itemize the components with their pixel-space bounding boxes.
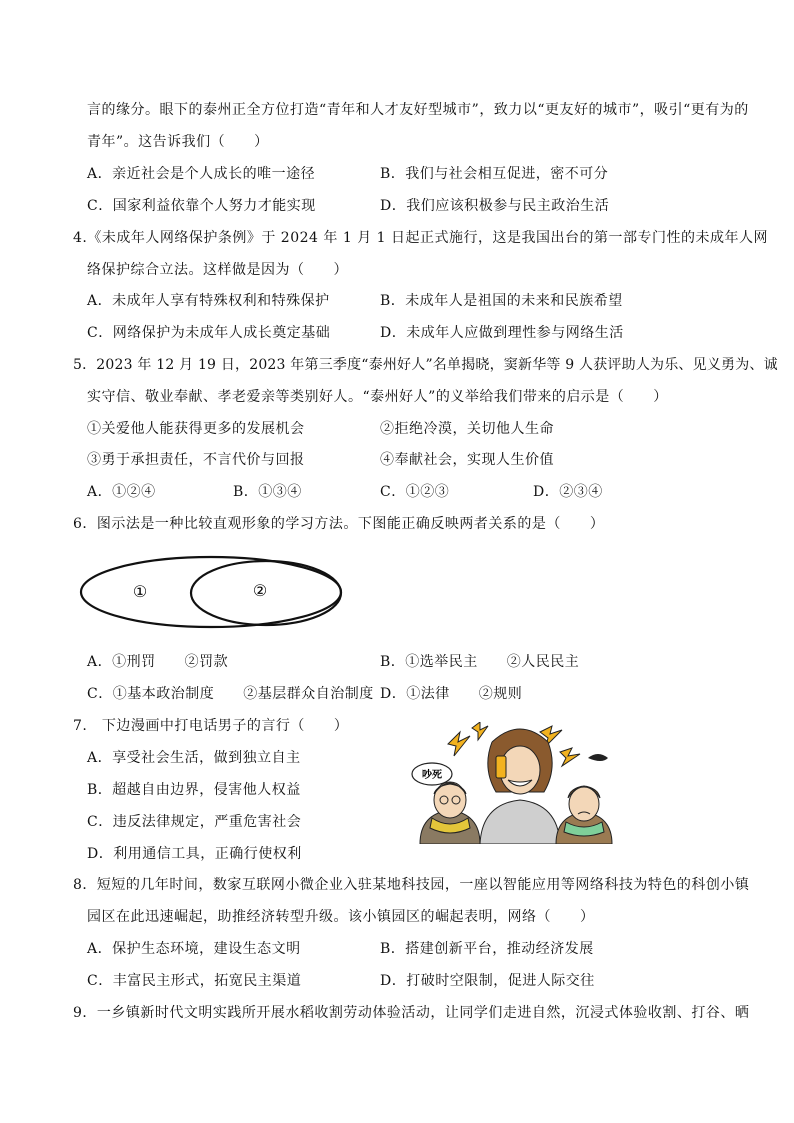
q3-stem-line1: 言的缘分。眼下的泰州正全方位打造“青年和人才友好型城市”，致力以“更友好的城市”，吸引“更有为的: [87, 102, 749, 118]
q3-option-d: D．我们应该积极参与民主政治生活: [380, 198, 610, 214]
q8-option-c: C．丰富民主形式，拓宽民主渠道: [87, 973, 302, 989]
q8-option-d: D．打破时空限制，促进人际交往: [380, 973, 595, 989]
q8-option-b: B．搭建创新平台，推动经济发展: [380, 941, 594, 957]
q6-option-b: B．①选举民主 ②人民民主: [380, 654, 580, 670]
q5-option-a: A．①②④: [87, 484, 156, 500]
q5-item-3: ③勇于承担责任，不言代价与回报: [87, 452, 305, 468]
q8-stem-line2: 园区在此迅速崛起，助推经济转型升级。该小镇园区的崛起表明，网络（ ）: [87, 909, 595, 925]
q3-option-b: B．我们与社会相互促进，密不可分: [380, 166, 609, 182]
q6-option-d: D．①法律 ②规则: [380, 686, 523, 702]
q3-stem-line2: 青年”。这告诉我们（ ）: [87, 134, 269, 150]
outer-ellipse: [81, 557, 341, 627]
q6-stem-line1: 6．图示法是一种比较直观形象的学习方法。下图能正确反映两者关系的是（ ）: [73, 516, 605, 532]
q7-option-d: D．利用通信工具，正确行使权利: [87, 846, 302, 862]
q3-option-a: A．亲近社会是个人成长的唯一途径: [87, 166, 316, 182]
q4-option-c: C．网络保护为未成年人成长奠定基础: [87, 325, 331, 341]
q5-option-b: B．①③④: [233, 484, 302, 500]
q5-stem-line1: 5．2023 年 12 月 19 日，2023 年第三季度“泰州好人”名单揭晓，窦新华等 9 人获评助人为乐、见义勇为、诚: [73, 357, 778, 373]
q7-option-c: C．违反法律规定，严重危害社会: [87, 814, 302, 830]
q6-venn-diagram: [78, 553, 348, 637]
q5-option-d: D．②③④: [533, 484, 603, 500]
q3-option-c: C．国家利益依靠个人努力才能实现: [87, 198, 316, 214]
q5-item-4: ④奉献社会，实现人生价值: [380, 452, 554, 468]
q4-option-a: A．未成年人享有特殊权利和特殊保护: [87, 293, 330, 309]
q7-option-a: A．享受社会生活，做到独立自主: [87, 750, 301, 766]
inner-ellipse-label: ②: [252, 581, 268, 600]
q5-option-c: C．①②③: [380, 484, 450, 500]
q5-item-1: ①关爱他人能获得更多的发展机会: [87, 421, 305, 437]
q4-stem-line1: 4.《未成年人网络保护条例》于 2024 年 1 月 1 日起正式施行，这是我国出台的第一部专门性的未成年人网: [73, 230, 768, 246]
outer-ellipse-label: ①: [132, 582, 148, 601]
q4-stem-line2: 络保护综合立法。这样做是因为（ ）: [87, 262, 348, 278]
q7-cartoon-image: [410, 722, 616, 844]
q6-option-c: C．①基本政治制度 ②基层群众自治制度: [87, 686, 374, 702]
q6-option-a: A．①刑罚 ②罚款: [87, 654, 229, 670]
q7-option-b: B．超越自由边界，侵害他人权益: [87, 782, 301, 798]
q8-option-a: A．保护生态环境，建设生态文明: [87, 941, 301, 957]
q8-stem-line1: 8．短短的几年时间，数家互联网小微企业入驻某地科技园，一座以智能应用等网络科技为特色的科创小镇: [73, 877, 750, 893]
q4-option-d: D．未成年人应做到理性参与网络生活: [380, 325, 624, 341]
q5-item-2: ②拒绝冷漠，关切他人生命: [380, 421, 554, 437]
cartoon-speech-text: 吵死: [422, 770, 442, 781]
q5-stem-line2: 实守信、敬业奉献、孝老爱亲等类别好人。“泰州好人”的义举给我们带来的启示是（ ）: [87, 389, 668, 405]
q7-stem-line1: 7. 下边漫画中打电话男子的言行（ ）: [73, 718, 349, 734]
q9-stem-line1: 9．一乡镇新时代文明实践所开展水稻收割劳动体验活动，让同学们走进自然，沉浸式体验收割、打谷、晒: [73, 1005, 750, 1021]
q4-option-b: B．未成年人是祖国的未来和民族希望: [380, 293, 623, 309]
